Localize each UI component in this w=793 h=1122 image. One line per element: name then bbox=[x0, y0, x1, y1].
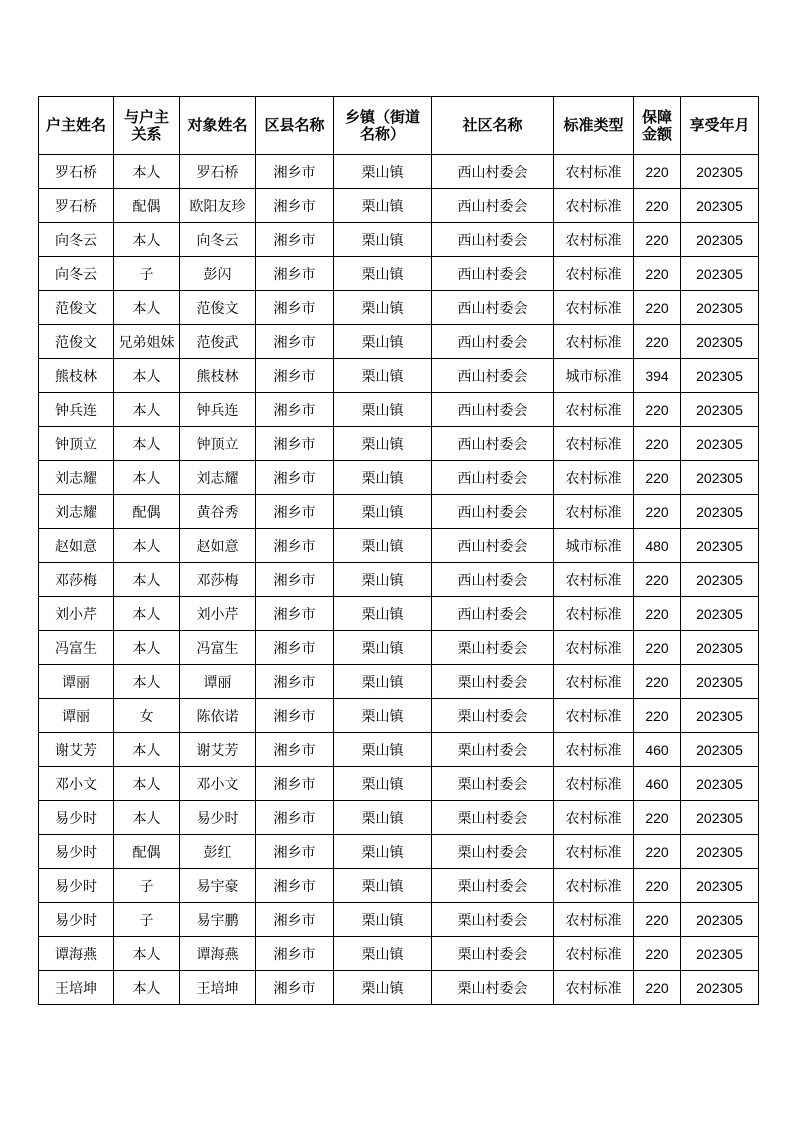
standard-type-cell: 农村标准 bbox=[554, 257, 634, 291]
amount-cell: 220 bbox=[634, 937, 681, 971]
community-cell: 栗山村委会 bbox=[432, 801, 554, 835]
community-cell: 西山村委会 bbox=[432, 597, 554, 631]
household-head-cell: 易少时 bbox=[39, 903, 114, 937]
township-cell: 栗山镇 bbox=[334, 869, 432, 903]
township-cell: 栗山镇 bbox=[334, 291, 432, 325]
county-cell: 湘乡市 bbox=[256, 835, 334, 869]
community-cell: 栗山村委会 bbox=[432, 835, 554, 869]
county-cell: 湘乡市 bbox=[256, 971, 334, 1005]
amount-cell: 220 bbox=[634, 393, 681, 427]
recipient-name-cell: 刘小芹 bbox=[180, 597, 256, 631]
relationship-cell: 本人 bbox=[114, 665, 180, 699]
household-head-cell: 王培坤 bbox=[39, 971, 114, 1005]
header-relationship: 与户主 关系 bbox=[114, 97, 180, 155]
recipient-name-cell: 易宇鹏 bbox=[180, 903, 256, 937]
county-cell: 湘乡市 bbox=[256, 665, 334, 699]
township-cell: 栗山镇 bbox=[334, 903, 432, 937]
township-cell: 栗山镇 bbox=[334, 937, 432, 971]
township-cell: 栗山镇 bbox=[334, 495, 432, 529]
township-cell: 栗山镇 bbox=[334, 325, 432, 359]
amount-cell: 220 bbox=[634, 699, 681, 733]
table-row bbox=[39, 767, 759, 801]
county-cell: 湘乡市 bbox=[256, 563, 334, 597]
township-cell: 栗山镇 bbox=[334, 971, 432, 1005]
community-cell: 西山村委会 bbox=[432, 257, 554, 291]
community-cell: 西山村委会 bbox=[432, 189, 554, 223]
household-head-cell: 刘志耀 bbox=[39, 495, 114, 529]
community-cell: 栗山村委会 bbox=[432, 971, 554, 1005]
household-head-cell: 谭丽 bbox=[39, 699, 114, 733]
relationship-cell: 本人 bbox=[114, 563, 180, 597]
table-row bbox=[39, 699, 759, 733]
household-head-cell: 易少时 bbox=[39, 801, 114, 835]
township-cell: 栗山镇 bbox=[334, 631, 432, 665]
standard-type-cell: 农村标准 bbox=[554, 563, 634, 597]
township-cell: 栗山镇 bbox=[334, 733, 432, 767]
household-head-cell: 邓莎梅 bbox=[39, 563, 114, 597]
household-head-cell: 易少时 bbox=[39, 869, 114, 903]
community-cell: 栗山村委会 bbox=[432, 903, 554, 937]
amount-cell: 220 bbox=[634, 325, 681, 359]
relationship-cell: 配偶 bbox=[114, 189, 180, 223]
relationship-cell: 本人 bbox=[114, 223, 180, 257]
table-row bbox=[39, 495, 759, 529]
household-head-cell: 钟顶立 bbox=[39, 427, 114, 461]
month-cell: 202305 bbox=[681, 835, 759, 869]
recipient-name-cell: 黄谷秀 bbox=[180, 495, 256, 529]
header-township: 乡镇（街道 名称） bbox=[334, 97, 432, 155]
county-cell: 湘乡市 bbox=[256, 291, 334, 325]
standard-type-cell: 农村标准 bbox=[554, 597, 634, 631]
township-cell: 栗山镇 bbox=[334, 767, 432, 801]
county-cell: 湘乡市 bbox=[256, 393, 334, 427]
header-amount: 保障 金额 bbox=[634, 97, 681, 155]
relationship-cell: 子 bbox=[114, 903, 180, 937]
amount-cell: 480 bbox=[634, 529, 681, 563]
township-cell: 栗山镇 bbox=[334, 427, 432, 461]
month-cell: 202305 bbox=[681, 971, 759, 1005]
household-head-cell: 谭海燕 bbox=[39, 937, 114, 971]
county-cell: 湘乡市 bbox=[256, 937, 334, 971]
table-row bbox=[39, 393, 759, 427]
amount-cell: 220 bbox=[634, 427, 681, 461]
household-head-cell: 向冬云 bbox=[39, 257, 114, 291]
township-cell: 栗山镇 bbox=[334, 461, 432, 495]
relationship-cell: 兄弟姐妹 bbox=[114, 325, 180, 359]
standard-type-cell: 农村标准 bbox=[554, 869, 634, 903]
county-cell: 湘乡市 bbox=[256, 699, 334, 733]
recipient-name-cell: 冯富生 bbox=[180, 631, 256, 665]
amount-cell: 220 bbox=[634, 563, 681, 597]
relationship-cell: 本人 bbox=[114, 971, 180, 1005]
month-cell: 202305 bbox=[681, 733, 759, 767]
relationship-cell: 本人 bbox=[114, 291, 180, 325]
township-cell: 栗山镇 bbox=[334, 223, 432, 257]
table-row bbox=[39, 155, 759, 189]
household-head-cell: 熊枝林 bbox=[39, 359, 114, 393]
amount-cell: 220 bbox=[634, 971, 681, 1005]
table-row bbox=[39, 461, 759, 495]
header-recipient-name: 对象姓名 bbox=[180, 97, 256, 155]
community-cell: 西山村委会 bbox=[432, 291, 554, 325]
standard-type-cell: 农村标准 bbox=[554, 801, 634, 835]
month-cell: 202305 bbox=[681, 393, 759, 427]
household-head-cell: 赵如意 bbox=[39, 529, 114, 563]
month-cell: 202305 bbox=[681, 903, 759, 937]
table-row bbox=[39, 801, 759, 835]
table-row bbox=[39, 325, 759, 359]
month-cell: 202305 bbox=[681, 597, 759, 631]
county-cell: 湘乡市 bbox=[256, 733, 334, 767]
standard-type-cell: 农村标准 bbox=[554, 631, 634, 665]
standard-type-cell: 农村标准 bbox=[554, 291, 634, 325]
recipient-name-cell: 范俊武 bbox=[180, 325, 256, 359]
relationship-cell: 本人 bbox=[114, 155, 180, 189]
community-cell: 西山村委会 bbox=[432, 427, 554, 461]
relationship-cell: 子 bbox=[114, 257, 180, 291]
county-cell: 湘乡市 bbox=[256, 461, 334, 495]
amount-cell: 220 bbox=[634, 223, 681, 257]
standard-type-cell: 农村标准 bbox=[554, 325, 634, 359]
amount-cell: 220 bbox=[634, 189, 681, 223]
relationship-cell: 本人 bbox=[114, 461, 180, 495]
recipient-name-cell: 邓莎梅 bbox=[180, 563, 256, 597]
table-row bbox=[39, 359, 759, 393]
table-row bbox=[39, 971, 759, 1005]
header-county: 区县名称 bbox=[256, 97, 334, 155]
amount-cell: 220 bbox=[634, 869, 681, 903]
household-head-cell: 刘小芹 bbox=[39, 597, 114, 631]
relationship-cell: 本人 bbox=[114, 529, 180, 563]
standard-type-cell: 农村标准 bbox=[554, 665, 634, 699]
household-head-cell: 向冬云 bbox=[39, 223, 114, 257]
relationship-cell: 本人 bbox=[114, 393, 180, 427]
standard-type-cell: 农村标准 bbox=[554, 699, 634, 733]
recipient-name-cell: 罗石桥 bbox=[180, 155, 256, 189]
month-cell: 202305 bbox=[681, 427, 759, 461]
table-row bbox=[39, 563, 759, 597]
relationship-cell: 本人 bbox=[114, 359, 180, 393]
community-cell: 西山村委会 bbox=[432, 155, 554, 189]
household-head-cell: 刘志耀 bbox=[39, 461, 114, 495]
household-head-cell: 邓小文 bbox=[39, 767, 114, 801]
county-cell: 湘乡市 bbox=[256, 869, 334, 903]
amount-cell: 220 bbox=[634, 903, 681, 937]
relationship-cell: 本人 bbox=[114, 631, 180, 665]
table-row bbox=[39, 529, 759, 563]
amount-cell: 220 bbox=[634, 665, 681, 699]
standard-type-cell: 农村标准 bbox=[554, 937, 634, 971]
county-cell: 湘乡市 bbox=[256, 903, 334, 937]
recipient-name-cell: 谭丽 bbox=[180, 665, 256, 699]
community-cell: 西山村委会 bbox=[432, 461, 554, 495]
relationship-cell: 本人 bbox=[114, 427, 180, 461]
household-head-cell: 冯富生 bbox=[39, 631, 114, 665]
household-head-cell: 罗石桥 bbox=[39, 155, 114, 189]
standard-type-cell: 农村标准 bbox=[554, 733, 634, 767]
recipient-name-cell: 彭红 bbox=[180, 835, 256, 869]
county-cell: 湘乡市 bbox=[256, 767, 334, 801]
recipient-name-cell: 陈依诺 bbox=[180, 699, 256, 733]
standard-type-cell: 农村标准 bbox=[554, 461, 634, 495]
community-cell: 栗山村委会 bbox=[432, 869, 554, 903]
standard-type-cell: 农村标准 bbox=[554, 393, 634, 427]
township-cell: 栗山镇 bbox=[334, 563, 432, 597]
township-cell: 栗山镇 bbox=[334, 597, 432, 631]
month-cell: 202305 bbox=[681, 325, 759, 359]
amount-cell: 220 bbox=[634, 835, 681, 869]
month-cell: 202305 bbox=[681, 495, 759, 529]
township-cell: 栗山镇 bbox=[334, 801, 432, 835]
relationship-cell: 本人 bbox=[114, 767, 180, 801]
township-cell: 栗山镇 bbox=[334, 155, 432, 189]
month-cell: 202305 bbox=[681, 631, 759, 665]
township-cell: 栗山镇 bbox=[334, 699, 432, 733]
table-body bbox=[39, 155, 759, 1005]
standard-type-cell: 农村标准 bbox=[554, 495, 634, 529]
month-cell: 202305 bbox=[681, 699, 759, 733]
county-cell: 湘乡市 bbox=[256, 495, 334, 529]
household-head-cell: 罗石桥 bbox=[39, 189, 114, 223]
table-row bbox=[39, 597, 759, 631]
township-cell: 栗山镇 bbox=[334, 257, 432, 291]
table-row bbox=[39, 835, 759, 869]
recipient-name-cell: 彭闪 bbox=[180, 257, 256, 291]
relationship-cell: 配偶 bbox=[114, 495, 180, 529]
community-cell: 栗山村委会 bbox=[432, 733, 554, 767]
county-cell: 湘乡市 bbox=[256, 529, 334, 563]
amount-cell: 220 bbox=[634, 291, 681, 325]
table-row bbox=[39, 903, 759, 937]
community-cell: 西山村委会 bbox=[432, 223, 554, 257]
county-cell: 湘乡市 bbox=[256, 359, 334, 393]
subsistence-allowance-table bbox=[38, 96, 759, 1005]
relationship-cell: 本人 bbox=[114, 597, 180, 631]
household-head-cell: 谢艾芳 bbox=[39, 733, 114, 767]
header-standard-type: 标准类型 bbox=[554, 97, 634, 155]
amount-cell: 220 bbox=[634, 155, 681, 189]
community-cell: 栗山村委会 bbox=[432, 631, 554, 665]
amount-cell: 394 bbox=[634, 359, 681, 393]
month-cell: 202305 bbox=[681, 665, 759, 699]
table-row bbox=[39, 427, 759, 461]
table-row bbox=[39, 631, 759, 665]
household-head-cell: 钟兵连 bbox=[39, 393, 114, 427]
community-cell: 西山村委会 bbox=[432, 325, 554, 359]
standard-type-cell: 农村标准 bbox=[554, 427, 634, 461]
county-cell: 湘乡市 bbox=[256, 801, 334, 835]
township-cell: 栗山镇 bbox=[334, 393, 432, 427]
month-cell: 202305 bbox=[681, 563, 759, 597]
recipient-name-cell: 邓小文 bbox=[180, 767, 256, 801]
standard-type-cell: 农村标准 bbox=[554, 903, 634, 937]
county-cell: 湘乡市 bbox=[256, 223, 334, 257]
month-cell: 202305 bbox=[681, 869, 759, 903]
month-cell: 202305 bbox=[681, 189, 759, 223]
county-cell: 湘乡市 bbox=[256, 257, 334, 291]
table-row bbox=[39, 937, 759, 971]
household-head-cell: 易少时 bbox=[39, 835, 114, 869]
township-cell: 栗山镇 bbox=[334, 189, 432, 223]
household-head-cell: 谭丽 bbox=[39, 665, 114, 699]
community-cell: 栗山村委会 bbox=[432, 937, 554, 971]
township-cell: 栗山镇 bbox=[334, 835, 432, 869]
relationship-cell: 女 bbox=[114, 699, 180, 733]
recipient-name-cell: 谭海燕 bbox=[180, 937, 256, 971]
header-community: 社区名称 bbox=[432, 97, 554, 155]
township-cell: 栗山镇 bbox=[334, 359, 432, 393]
community-cell: 西山村委会 bbox=[432, 359, 554, 393]
month-cell: 202305 bbox=[681, 257, 759, 291]
amount-cell: 220 bbox=[634, 631, 681, 665]
county-cell: 湘乡市 bbox=[256, 189, 334, 223]
recipient-name-cell: 刘志耀 bbox=[180, 461, 256, 495]
recipient-name-cell: 范俊文 bbox=[180, 291, 256, 325]
month-cell: 202305 bbox=[681, 461, 759, 495]
header-month: 享受年月 bbox=[681, 97, 759, 155]
community-cell: 栗山村委会 bbox=[432, 767, 554, 801]
table-row bbox=[39, 869, 759, 903]
recipient-name-cell: 钟顶立 bbox=[180, 427, 256, 461]
community-cell: 西山村委会 bbox=[432, 393, 554, 427]
month-cell: 202305 bbox=[681, 529, 759, 563]
amount-cell: 220 bbox=[634, 801, 681, 835]
month-cell: 202305 bbox=[681, 359, 759, 393]
recipient-name-cell: 向冬云 bbox=[180, 223, 256, 257]
amount-cell: 460 bbox=[634, 733, 681, 767]
standard-type-cell: 农村标准 bbox=[554, 835, 634, 869]
standard-type-cell: 农村标准 bbox=[554, 189, 634, 223]
relationship-cell: 子 bbox=[114, 869, 180, 903]
amount-cell: 220 bbox=[634, 257, 681, 291]
household-head-cell: 范俊文 bbox=[39, 325, 114, 359]
standard-type-cell: 农村标准 bbox=[554, 223, 634, 257]
header-household-head: 户主姓名 bbox=[39, 97, 114, 155]
amount-cell: 220 bbox=[634, 597, 681, 631]
month-cell: 202305 bbox=[681, 155, 759, 189]
amount-cell: 220 bbox=[634, 495, 681, 529]
standard-type-cell: 农村标准 bbox=[554, 155, 634, 189]
month-cell: 202305 bbox=[681, 937, 759, 971]
recipient-name-cell: 易少时 bbox=[180, 801, 256, 835]
recipient-name-cell: 欧阳友珍 bbox=[180, 189, 256, 223]
recipient-name-cell: 王培坤 bbox=[180, 971, 256, 1005]
recipient-name-cell: 谢艾芳 bbox=[180, 733, 256, 767]
table-row bbox=[39, 733, 759, 767]
table-row bbox=[39, 223, 759, 257]
relationship-cell: 配偶 bbox=[114, 835, 180, 869]
month-cell: 202305 bbox=[681, 801, 759, 835]
recipient-name-cell: 赵如意 bbox=[180, 529, 256, 563]
township-cell: 栗山镇 bbox=[334, 529, 432, 563]
amount-cell: 220 bbox=[634, 461, 681, 495]
county-cell: 湘乡市 bbox=[256, 427, 334, 461]
recipient-name-cell: 钟兵连 bbox=[180, 393, 256, 427]
header-row bbox=[39, 97, 759, 155]
table-row bbox=[39, 665, 759, 699]
month-cell: 202305 bbox=[681, 223, 759, 257]
county-cell: 湘乡市 bbox=[256, 325, 334, 359]
standard-type-cell: 农村标准 bbox=[554, 767, 634, 801]
community-cell: 栗山村委会 bbox=[432, 699, 554, 733]
community-cell: 西山村委会 bbox=[432, 529, 554, 563]
household-head-cell: 范俊文 bbox=[39, 291, 114, 325]
relationship-cell: 本人 bbox=[114, 733, 180, 767]
county-cell: 湘乡市 bbox=[256, 631, 334, 665]
standard-type-cell: 城市标准 bbox=[554, 359, 634, 393]
county-cell: 湘乡市 bbox=[256, 597, 334, 631]
month-cell: 202305 bbox=[681, 767, 759, 801]
table-row bbox=[39, 257, 759, 291]
recipient-name-cell: 熊枝林 bbox=[180, 359, 256, 393]
township-cell: 栗山镇 bbox=[334, 665, 432, 699]
month-cell: 202305 bbox=[681, 291, 759, 325]
amount-cell: 460 bbox=[634, 767, 681, 801]
relationship-cell: 本人 bbox=[114, 937, 180, 971]
community-cell: 西山村委会 bbox=[432, 563, 554, 597]
community-cell: 西山村委会 bbox=[432, 495, 554, 529]
table-row bbox=[39, 189, 759, 223]
recipient-name-cell: 易宇豪 bbox=[180, 869, 256, 903]
relationship-cell: 本人 bbox=[114, 801, 180, 835]
table-row bbox=[39, 291, 759, 325]
standard-type-cell: 农村标准 bbox=[554, 971, 634, 1005]
standard-type-cell: 城市标准 bbox=[554, 529, 634, 563]
county-cell: 湘乡市 bbox=[256, 155, 334, 189]
community-cell: 栗山村委会 bbox=[432, 665, 554, 699]
